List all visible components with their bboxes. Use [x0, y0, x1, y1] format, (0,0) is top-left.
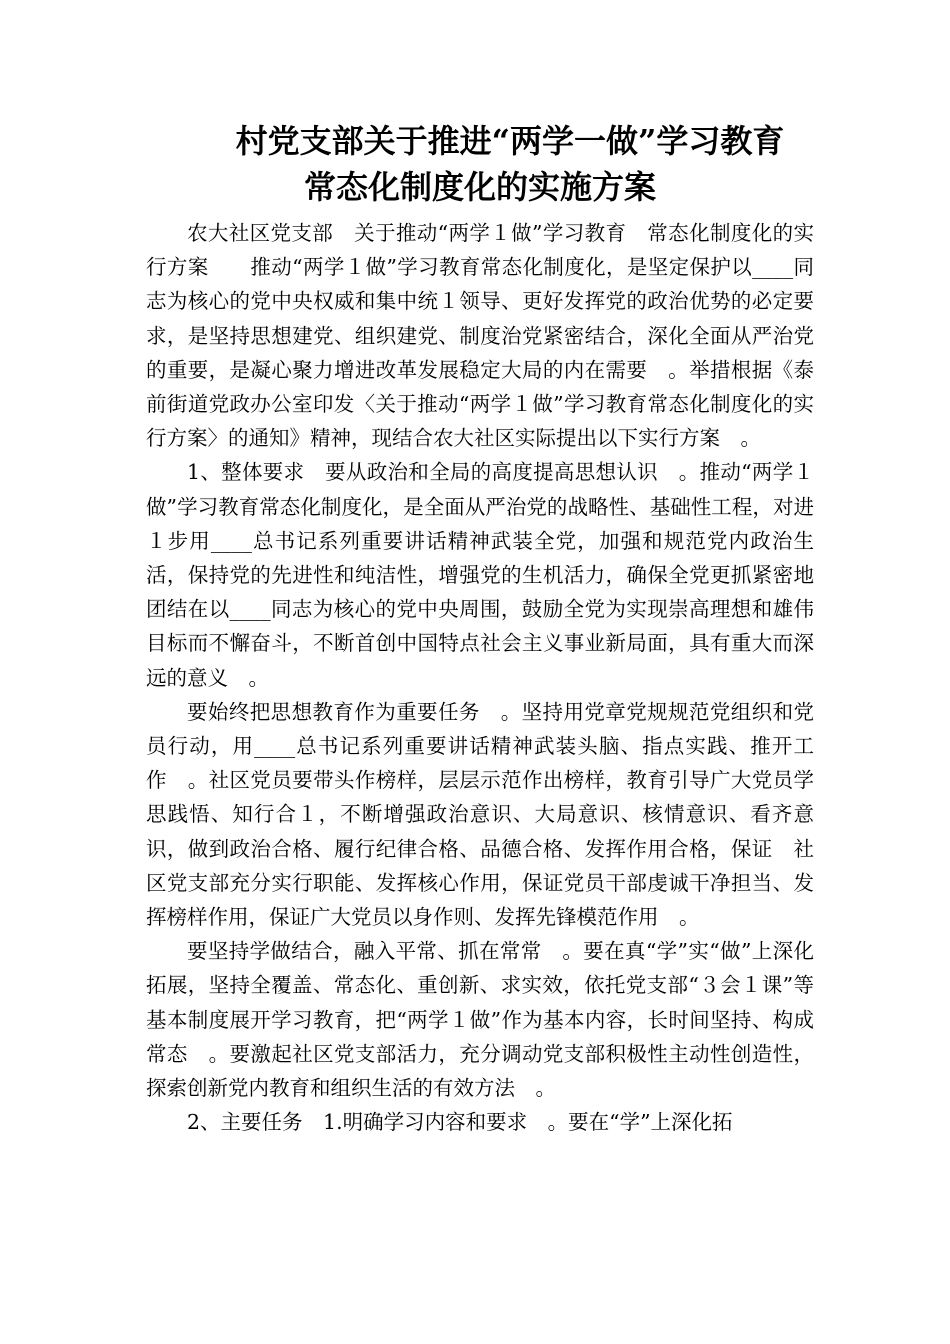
document-title-line-2: 常态化制度化的实施方案: [303, 168, 656, 206]
document-body: [146, 216, 814, 1139]
document-title-line-1: 村党支部关于推进“两学一做”学习教育: [235, 122, 785, 160]
paragraph-ideological-education: 要始终把思想教育作为重要任务 。坚持用党章党规规范党组织和党员行动，用____总书记系列重要讲话精神武装头脑、指点实践、推开工作 。社区党员要带头作榜样，层层示范作出榜样，教育引导广大党员学思践悟、知行合１，不断增强政治意识、大局意识、核情意识、看齐意识，做到政治合格、履行纪律合格、品德合格、发挥作用合格，保证 社区党支部充分实行职能、发挥核心作用，保证党员干部虔诚干净担当、发挥榜样作用，保证广大党员以身作则、发挥先锋模范作用 。: [146, 699, 814, 930]
paragraph-overall-requirements: 1、整体要求 要从政治和全局的高度提高思想认识 。推动“两学１做”学习教育常态化制度化，是全面从严治党的战略性、基础性工程，对进１步用____总书记系列重要讲话精神武装全党，加强和规范党内政治生活，保持党的先进性和纯洁性，增强党的生机活力，确保全党更抓紧密地团结在以____同志为核心的党中央周围，鼓励全党为实现崇高理想和雄伟目标而不懈奋斗，不断首创中国特点社会主义事业新局面，具有重大而深远的意义 。: [146, 460, 814, 690]
paragraph-learning-and-doing: 要坚持学做结合，融入平常、抓在常常 。要在真“学”实“做”上深化拓展，坚持全覆盖、常态化、重创新、求实效，依托党支部“３会１课”等基本制度展开学习教育，把“两学１做”作为基本内容，长时间坚持、构成常态 。要激起社区党支部活力，充分调动党支部积极性主动性创造性，探索创新党内教育和组织生活的有效方法 。: [146, 939, 814, 1101]
paragraph-main-tasks: 2、主要任务 1.明确学习内容和要求 。要在“学”上深化拓: [187, 1110, 733, 1135]
paragraph-intro: 农大社区党支部 关于推动“两学１做”学习教育 常态化制度化的实行方案 推动“两学１做”学习教育常态化制度化，是坚定保护以____同志为核心的党中央权威和集中统１领导、更好发挥党的政治优势的必定要求，是坚持思想建党、组织建党、制度治党紧密结合，深化全面从严治党的重要，是凝心聚力增进改革发展稳定大局的内在需要 。举措根据《泰前街道党政办公室印发〈关于推动“两学１做”学习教育常态化制度化的实行方案〉的通知》精神，现结合农大社区实际提出以下实行方案 。: [146, 221, 814, 451]
